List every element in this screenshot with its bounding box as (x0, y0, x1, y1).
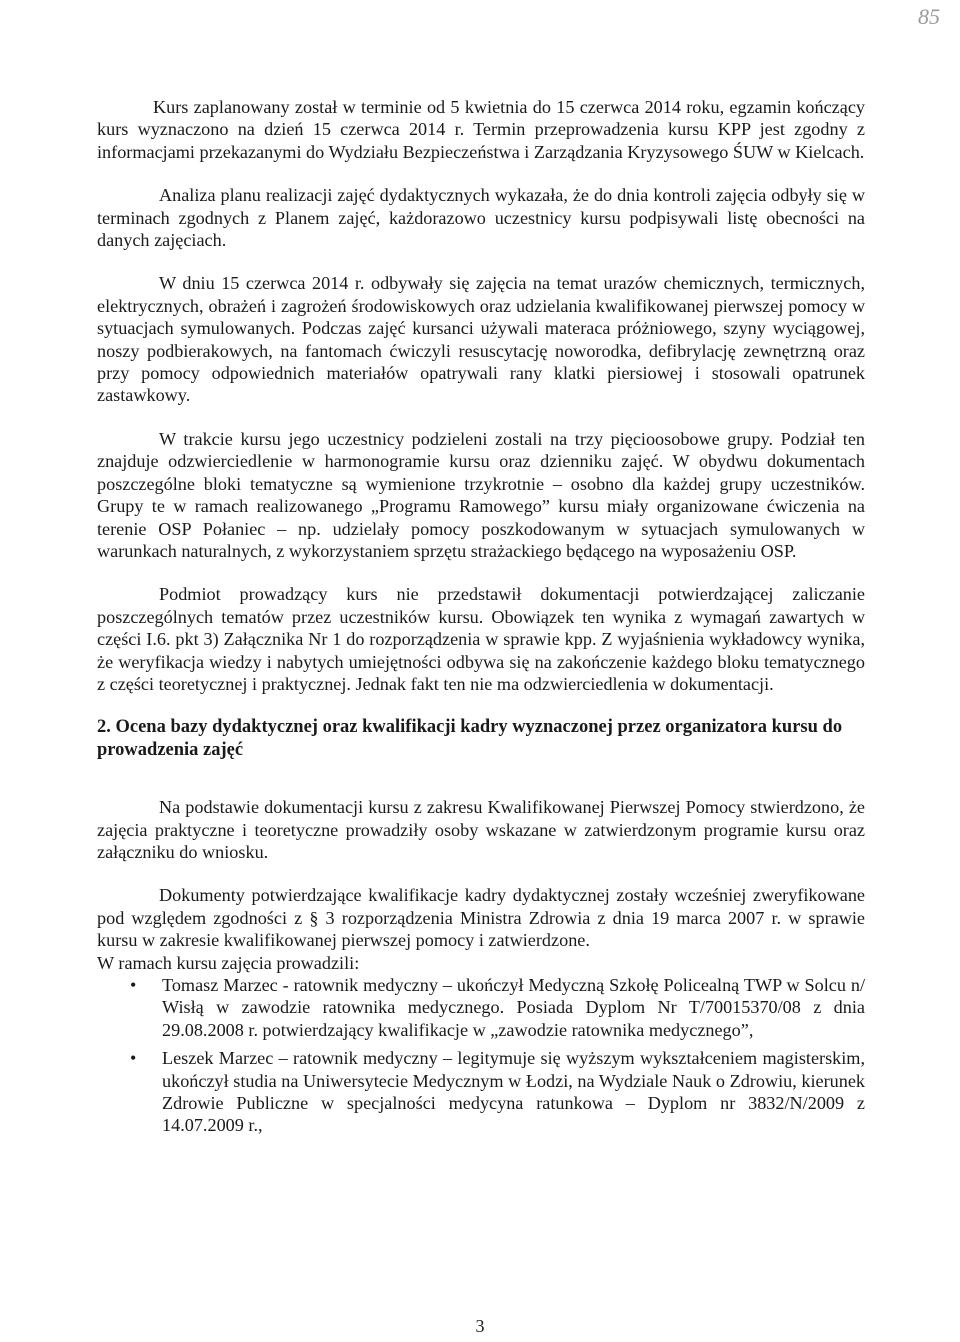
document-body (97, 96, 865, 1143)
handwritten-page-mark: 85 (918, 4, 940, 29)
list-item-text: Tomasz Marzec - ratownik medyczny – ukończył Medyczną Szkołę Policealną TWP w Solcu n/ Wisłą w zawodzie ratownika medycznego. Posiada Dyplom Nr T/70015370/08 z dnia 29.08.2008 r. potwierdzający kwalifikacje w „zawodzie ratownika medycznego”, (162, 975, 865, 1040)
list-item-text: Leszek Marzec – ratownik medyczny – legitymuje się wyższym wykształceniem magisterskim, ukończył studia na Uniwersytecie Medycznym w Łodzi, na Wydziale Nauk o Zdrowiu, kierunek Zdrowie Publiczne w specjalności medycyna ratunkowa – Dyplom nr 3832/N/2009 z 14.07.2009 r., (162, 1048, 865, 1136)
page-number: 3 (475, 1316, 485, 1336)
bullet-icon: • (130, 975, 137, 995)
paragraph-staff-verification: Na podstawie dokumentacji kursu z zakresu Kwalifikowanej Pierwszej Pomocy stwierdzono, że zajęcia praktyczne i teoretyczne prowadziły osoby wskazane w zatwierdzonym programie kursu oraz załączniku do wniosku. (97, 797, 865, 862)
list-intro: W ramach kursu zajęcia prowadzili: (97, 952, 360, 973)
paragraph-documentation: Podmiot prowadzący kurs nie przedstawił dokumentacji potwierdzającej zaliczanie poszczególnych tematów przez uczestników kursu. Obowiązek ten wynika z wymagań zawartych w części I.6. pkt 3) Załącznika Nr 1 do rozporządzenia w sprawie kpp. Z wyjaśnienia wykładowcy wynika, że weryfikacja wiedzy i nabytych umiejętności odbywa się na zakończenie każdego bloku tematycznego z części teoretycznej i praktycznej. Jednak fakt ten nie ma odzwierciedlenia w dokumentacji. (97, 584, 865, 694)
instructor-list (97, 974, 865, 1137)
paragraph-qualifications: Dokumenty potwierdzające kwalifikacje kadry dydaktycznej zostały wcześniej zweryfikowane pod względem zgodności z § 3 rozporządzenia Ministra Zdrowia z dnia 19 marca 2007 r. w sprawie kursu w zakresie kwalifikowanej pierwszej pomocy i zatwierdzone. (97, 885, 865, 951)
list-item (97, 1047, 865, 1137)
bullet-icon: • (130, 1048, 137, 1069)
paragraph-plan-analysis: Analiza planu realizacji zajęć dydaktycznych wykazała, że do dnia kontroli zajęcia odbyły się w terminach zgodnych z Planem zajęć, każdorazowo uczestnicy kursu podpisywali listę obecności na danych zajęciach. (97, 185, 865, 251)
paragraph-course-schedule: Kurs zaplanowany został w terminie od 5 kwietnia do 15 czerwca 2014 roku, egzamin kończący kurs wyznaczono na dzień 15 czerwca 2014 r. Termin przeprowadzenia kursu KPP jest zgodny z informacjami przekazanymi do Wydziału Bezpieczeństwa i Zarządzania Kryzysowego ŚUW w Kielcach. (97, 97, 865, 162)
paragraph-groups: W trakcie kursu jego uczestnicy podzieleni zostali na trzy pięcioosobowe grupy. Podział ten znajduje odzwierciedlenie w harmonogramie kursu oraz dzienniku zajęć. W obydwu dokumentach poszczególne bloki tematyczne są wymienione trzykrotnie – osobno dla każdej grupy uczestników. Grupy te w ramach realizowanego „Programu Ramowego” kursu miały organizowane ćwiczenia na terenie OSP Połaniec – np. udzielały pomocy poszkodowanym w sytuacjach symulowanych w warunkach naturalnych, z wykorzystaniem sprzętu strażackiego będącego na wyposażeniu OSP. (97, 428, 865, 561)
list-item (97, 974, 865, 1041)
paragraph-june-classes: W dniu 15 czerwca 2014 r. odbywały się zajęcia na temat urazów chemicznych, termicznych, elektrycznych, obrażeń i zagrożeń środowiskowych oraz udzielania kwalifikowanej pierwszej pomocy w sytuacjach symulowanych. Podczas zajęć kursanci używali materaca próżniowego, szyny wyciągowej, noszy podbierakowych, na fantomach ćwiczyli resuscytację noworodka, defibrylację zewnętrzną oraz przy pomocy odpowiednich materiałów opatrywali rany klatki piersiowej i stosowali opatrunek zastawkowy. (97, 273, 865, 406)
section-heading: 2. Ocena bazy dydaktycznej oraz kwalifikacji kadry wyznaczonej przez organizatora kursu do prowadzenia zajęć (97, 717, 843, 760)
